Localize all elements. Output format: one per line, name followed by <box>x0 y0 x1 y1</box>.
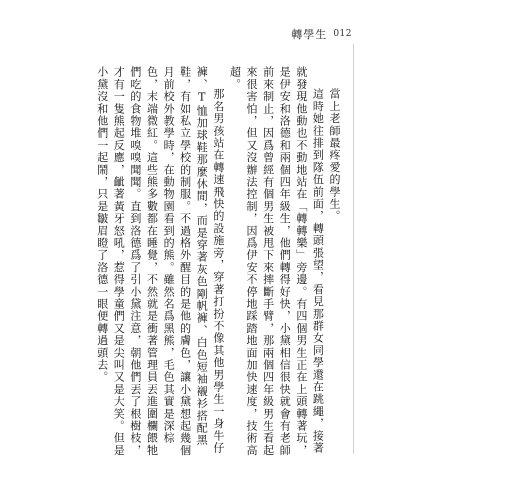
paragraph: 當上老師最疼愛的學生。 <box>328 88 341 223</box>
page-header <box>291 26 352 42</box>
page-number: 012 <box>333 29 352 39</box>
vertical-text-body <box>93 66 342 466</box>
paragraph: 這時她往排到隊伍前面，轉頭張望，看見那群女同學還在跳繩，接著就發現他動也不動地站在「轉轉樂」旁邊。有四個男生正在上頭轉著玩，是伊安和洛德和兩個四年級生，他們轉得好快，小黛相信很快就會有老師前來制止，因爲曾經有個男生被甩下來摔斷手臂，那兩個四年級男生看起來很害怕，但又沒辦法控制，因爲伊安不停地踩踏地面加快速度，技術高超。 <box>228 66 325 457</box>
paragraph: 那名男孩站在轉速飛快的設施旁，穿著打扮不像其他男學生一身牛仔褲、T恤加球鞋那麼休閒，而是穿著灰色剛帆褲、白色短袖襯衫搭配黑鞋，有如私立學校的制服。不過格外醒目的是他的膚色，讓小黛想起幾個月前校外教學時，在動物園看到的熊。雖然名爲黑熊，毛色其實是深棕色，末端微紅。這些熊多數都在睡覺，不然就是衝著管理員丟進圍欄餵牠們吃的食物堆嗅嗅聞聞。直到洛德爲了引小黛注意，朝他們丟了根樹枝，才有一隻熊起反應，齜著黃牙怒吼，惹得學童們又是尖叫又是大笑。但是小黛沒和他們一起鬧，只是皺眉瞪了洛德一眼便轉過頭去。 <box>95 66 225 457</box>
running-title: 轉學生 <box>291 28 328 41</box>
header-divider <box>353 44 354 454</box>
